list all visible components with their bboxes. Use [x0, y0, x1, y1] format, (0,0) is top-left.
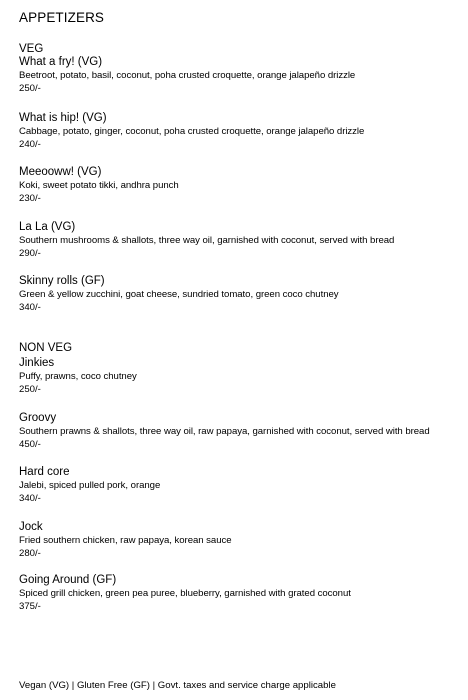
item-name: Jinkies [19, 357, 55, 369]
menu-item-jock [19, 520, 464, 560]
item-name: What a fry! (VG) [19, 56, 103, 68]
item-description: Beetroot, potato, basil, coconut, poha crusted croquette, orange jalapeño drizzle [19, 70, 356, 81]
menu-item-hard-core [19, 465, 464, 505]
menu-item-meeooww [19, 165, 464, 205]
menu-item-groovy [19, 411, 464, 451]
item-price: 250/- [19, 384, 41, 395]
item-price: 375/- [19, 601, 41, 612]
category-non-veg-label: NON VEG [19, 342, 73, 354]
item-name: Groovy [19, 412, 57, 424]
section-title: APPETIZERS [19, 10, 105, 25]
item-name: La La (VG) [19, 221, 76, 233]
menu-item-skinny-rolls [19, 274, 464, 314]
item-description: Green & yellow zucchini, goat cheese, sundried tomato, green coco chutney [19, 289, 339, 300]
item-description: Fried southern chicken, raw papaya, korean sauce [19, 535, 232, 546]
item-name: Hard core [19, 466, 70, 478]
item-name: Skinny rolls (GF) [19, 275, 105, 287]
item-name: Jock [19, 521, 43, 533]
item-description: Spiced grill chicken, green pea puree, blueberry, garnished with grated coconut [19, 588, 351, 599]
item-price: 340/- [19, 302, 41, 313]
item-name: What is hip! (VG) [19, 112, 107, 124]
item-price: 240/- [19, 139, 41, 150]
item-description: Cabbage, potato, ginger, coconut, poha crusted croquette, orange jalapeño drizzle [19, 126, 365, 137]
menu-item-what-is-hip [19, 111, 464, 151]
item-price: 340/- [19, 493, 41, 504]
menu-item-jinkies [19, 356, 464, 396]
item-price: 450/- [19, 439, 41, 450]
item-description: Southern mushrooms & shallots, three way oil, garnished with coconut, served with bread [19, 235, 395, 246]
item-name: Going Around (GF) [19, 574, 117, 586]
item-price: 290/- [19, 248, 41, 259]
item-description: Puffy, prawns, coco chutney [19, 371, 137, 382]
menu-item-going-around [19, 573, 464, 613]
category-veg-label: VEG [19, 43, 44, 55]
item-price: 250/- [19, 83, 41, 94]
item-price: 230/- [19, 193, 41, 204]
item-description: Jalebi, spiced pulled pork, orange [19, 480, 161, 491]
item-description: Southern prawns & shallots, three way oil, raw papaya, garnished with coconut, served with bread [19, 426, 430, 437]
footer-legend: Vegan (VG) | Gluten Free (GF) | Govt. taxes and service charge applicable [19, 680, 336, 691]
item-name: Meeooww! (VG) [19, 166, 102, 178]
menu-item-la-la [19, 220, 464, 260]
item-description: Koki, sweet potato tikki, andhra punch [19, 180, 179, 191]
item-price: 280/- [19, 548, 41, 559]
menu-item-what-a-fry [19, 55, 464, 95]
